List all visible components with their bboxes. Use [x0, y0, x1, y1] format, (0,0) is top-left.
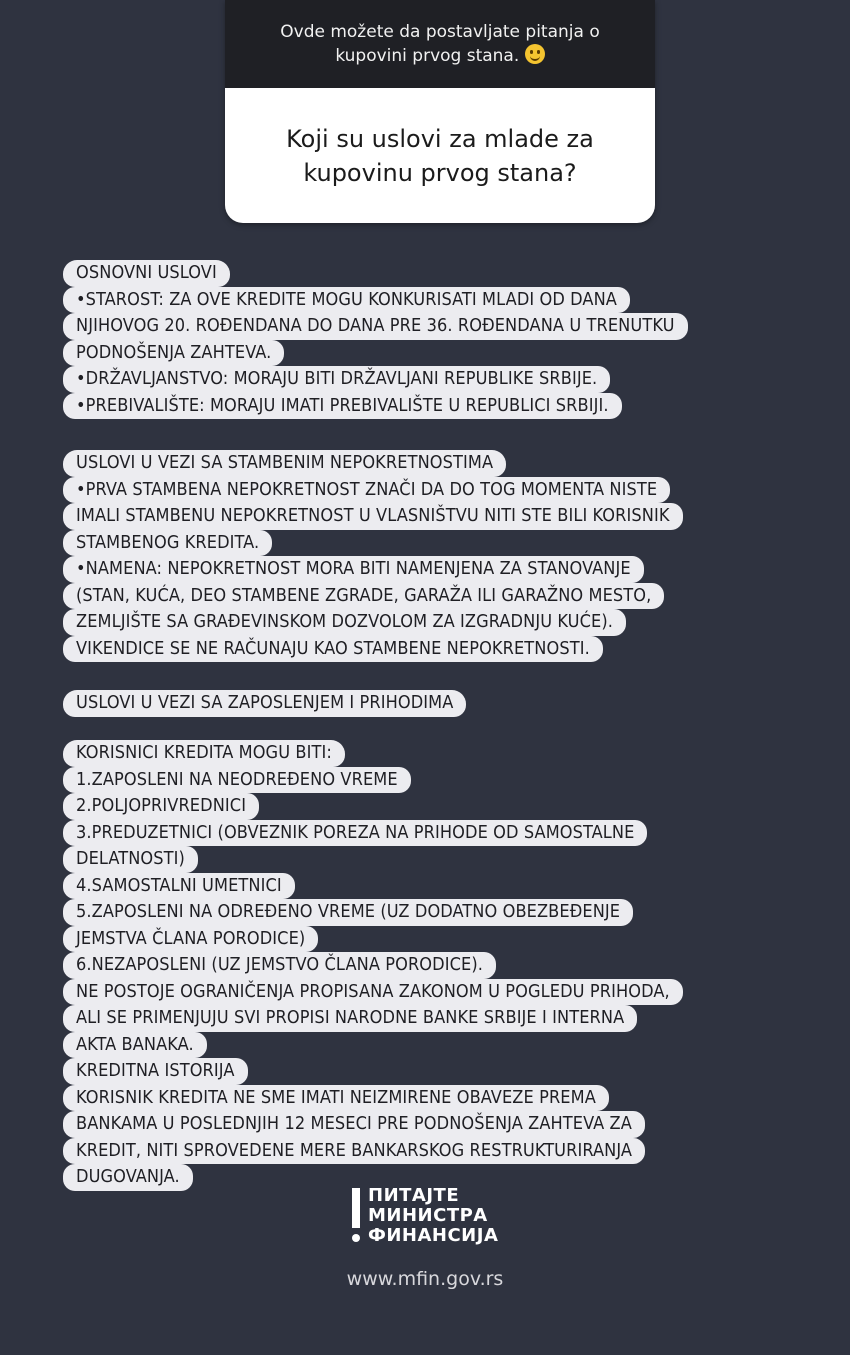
text-line: ZEMLJIŠTE SA GRAĐEVINSKOM DOZVOLOM ZA IZGRADNJU KUĆE).: [63, 609, 626, 636]
text-line: NE POSTOJE OGRANIČENJA PROPISANA ZAKONOM U POGLEDU PRIHODA,: [63, 979, 683, 1006]
question-text: Koji su uslovi za mlade za kupovinu prvog stana?: [225, 88, 655, 223]
text-line: 1.ZAPOSLENI NA NEODREĐENO VREME: [63, 767, 411, 794]
footer-url: www.mfin.gov.rs: [346, 1268, 504, 1290]
slightly-smiling-face-icon: [525, 44, 545, 64]
text-line: •STAROST: ZA OVE KREDITE MOGU KONKURISATI MLADI OD DANA: [63, 287, 630, 314]
text-line: JEMSTVA ČLANA PORODICE): [63, 926, 318, 953]
section-employment-heading: [63, 690, 466, 717]
logo-line-1: ПИТАЈТЕ: [368, 1185, 460, 1206]
logo-line-2: МИНИСТРА: [368, 1205, 488, 1226]
text-line: ALI SE PRIMENJUJU SVI PROPISI NARODNE BANKE SRBIJE I INTERNA: [63, 1005, 637, 1032]
text-line: STAMBENOG KREDITA.: [63, 530, 272, 557]
text-line: OSNOVNI USLOVI: [63, 260, 230, 287]
text-line: 3.PREDUZETNICI (OBVEZNIK POREZA NA PRIHODE OD SAMOSTALNE: [63, 820, 647, 847]
text-line: KORISNIK KREDITA NE SME IMATI NEIZMIRENE OBAVEZE PREMA: [63, 1085, 609, 1112]
text-line: DUGOVANJA.: [63, 1164, 193, 1191]
text-line: •PRVA STAMBENA NEPOKRETNOST ZNAČI DA DO TOG MOMENTA NISTE: [63, 477, 670, 504]
question-prompt: [225, 0, 655, 88]
text-line: BANKAMA U POSLEDNJIH 12 MESECI PRE PODNOŠENJA ZAHTEVA ZA: [63, 1111, 645, 1138]
text-line: KORISNICI KREDITA MOGU BITI:: [63, 740, 345, 767]
ministry-logo: [352, 1186, 532, 1248]
text-line: NJIHOVOG 20. ROĐENDANA DO DANA PRE 36. ROĐENDANA U TRENUTKU: [63, 313, 688, 340]
section-employment-details: [63, 740, 683, 1191]
text-line: USLOVI U VEZI SA ZAPOSLENJEM I PRIHODIMA: [63, 690, 466, 717]
section-basic-conditions: [63, 260, 688, 419]
text-line: (STAN, KUĆA, DEO STAMBENE ZGRADE, GARAŽA ILI GARAŽNO MESTO,: [63, 583, 664, 610]
text-line: •NAMENA: NEPOKRETNOST MORA BITI NAMENJENA ZA STANOVANJE: [63, 556, 644, 583]
section-housing-conditions: [63, 450, 683, 662]
exclamation-bar-icon: [352, 1188, 360, 1228]
text-line: 6.NEZAPOSLENI (UZ JEMSTVO ČLANA PORODICE).: [63, 952, 496, 979]
text-line: VIKENDICE SE NE RAČUNAJU KAO STAMBENE NEPOKRETNOSTI.: [63, 636, 603, 663]
text-line: KREDIT, NITI SPROVEDENE MERE BANKARSKOG RESTRUKTURIRANJA: [63, 1138, 645, 1165]
text-line: DELATNOSTI): [63, 846, 198, 873]
text-line: 5.ZAPOSLENI NA ODREĐENO VREME (UZ DODATNO OBEZBEĐENJE: [63, 899, 633, 926]
text-line: IMALI STAMBENU NEPOKRETNOST U VLASNIŠTVU NITI STE BILI KORISNIK: [63, 503, 683, 530]
text-line: PODNOŠENJA ZAHTEVA.: [63, 340, 284, 367]
text-line: 4.SAMOSTALNI UMETNICI: [63, 873, 295, 900]
question-sticker[interactable]: [225, 0, 655, 223]
text-line: •PREBIVALIŠTE: MORAJU IMATI PREBIVALIŠTE U REPUBLICI SRBIJI.: [63, 393, 622, 420]
text-line: KREDITNA ISTORIJA: [63, 1058, 248, 1085]
text-line: •DRŽAVLJANSTVO: MORAJU BITI DRŽAVLJANI REPUBLIKE SRBIJE.: [63, 366, 610, 393]
text-line: AKTA BANAKA.: [63, 1032, 207, 1059]
logo-line-3: ФИНАНСИЈА: [368, 1225, 499, 1246]
question-prompt-text: Ovde možete da postavljate pitanja o kupovini prvog stana.: [280, 22, 600, 66]
exclamation-dot-icon: [352, 1234, 360, 1242]
text-line: 2.POLJOPRIVREDNICI: [63, 793, 259, 820]
text-line: USLOVI U VEZI SA STAMBENIM NEPOKRETNOSTIMA: [63, 450, 506, 477]
